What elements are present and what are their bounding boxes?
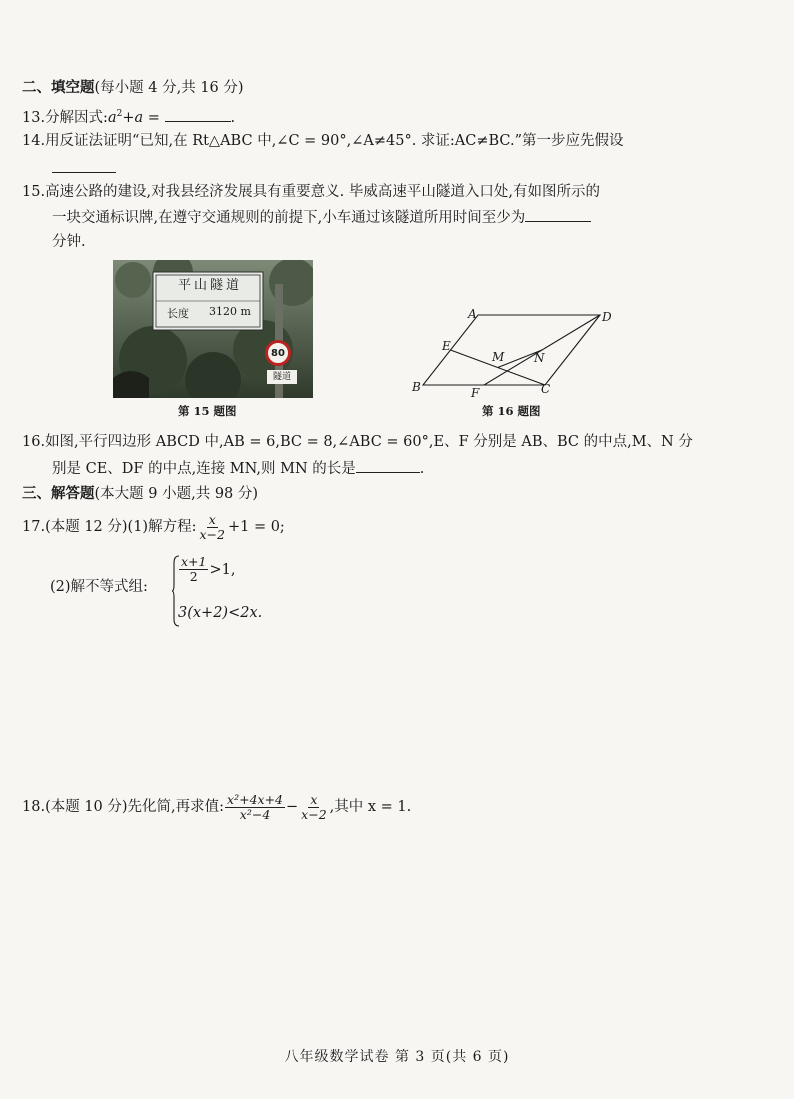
equation-fraction: $\frac{x}{x-2}$ <box>199 511 225 542</box>
question-14: 14.用反证法证明“已知,在 Rt△ABC 中,∠C = 90°,∠A≠45°. 求证:AC≠BC.”第一步应先假设 <box>22 133 624 149</box>
sign-length-label: 长度 <box>167 307 189 320</box>
question-16: 16.如图,平行四边形 ABCD 中,AB = 6,BC = 8,∠ABC = 60°,E、F 分别是 AB、BC 的中点,M、N 分 <box>22 434 693 450</box>
answer-blank-14-line <box>52 158 116 179</box>
sign-name: 平山隧道 <box>177 278 242 293</box>
fraction-1: $\frac{\text{x²+4x+4}}{\text{x²−4}}$ <box>227 791 284 822</box>
figure-16-caption: 第 16 题图 <box>482 404 541 418</box>
label-E: E <box>442 339 451 353</box>
answer-blank-16[interactable] <box>356 458 420 473</box>
section-2-heading: 二、填空题(每小题 4 分,共 16 分) <box>22 79 244 96</box>
speed-limit-sign: 80 <box>265 340 291 366</box>
answer-blank-14[interactable] <box>52 158 116 173</box>
label-D: D <box>602 310 612 324</box>
question-15-line3: 分钟. <box>52 234 86 250</box>
question-17: 17.(本题 12 分)(1)解方程: $\frac{x}{x-2}$ +1 = 0; <box>22 511 285 542</box>
fraction-2: $\frac{x}{x-2}$ <box>301 791 327 822</box>
answer-blank-13[interactable] <box>165 107 231 122</box>
answer-blank-15[interactable] <box>525 207 591 222</box>
label-A: A <box>468 307 477 321</box>
question-17-part2: (2)解不等式组: <box>50 579 148 595</box>
inequality-2: 3(x+2)<2x. <box>178 605 263 621</box>
page-footer: 八年级数学试卷 第 3 页(共 6 页) <box>284 1049 510 1065</box>
tunnel-sign-photo <box>113 260 313 398</box>
inequality-system <box>172 555 284 627</box>
inequality-1: $\frac{x+1}{2}$ >1, <box>181 554 236 584</box>
label-M: M <box>492 350 505 364</box>
tunnel-plate: 隧道 <box>267 370 297 384</box>
question-13: 13.分解因式$:a^2+a$ = . <box>22 104 235 128</box>
sign-length-value: 3120 m <box>209 305 251 318</box>
label-C: C <box>541 382 551 396</box>
question-15-line2: 一块交通标识牌,在遵守交通规则的前提下,小车通过该隧道所用时间至少为 <box>52 207 591 228</box>
question-15: 15.高速公路的建设,对我县经济发展具有重要意义. 毕威高速平山隧道入口处,有如图所示的 <box>22 184 600 200</box>
label-B: B <box>412 380 421 394</box>
question-16-line2: 别是 CE、DF 的中点,连接 MN,则 MN 的长是 . <box>52 458 424 479</box>
section-3-heading: 三、解答题(本大题 9 小题,共 98 分) <box>22 485 259 502</box>
label-N: N <box>534 351 545 365</box>
question-18: 18.(本题 10 分)先化简,再求值: $\frac{\text{x²+4x+4}}{\text{x²−4}}$ − $\frac{x}{x-2}$ ,其中 x = 1. <box>22 791 412 822</box>
figure-15-caption: 第 15 题图 <box>178 404 237 418</box>
label-F: F <box>471 386 480 400</box>
